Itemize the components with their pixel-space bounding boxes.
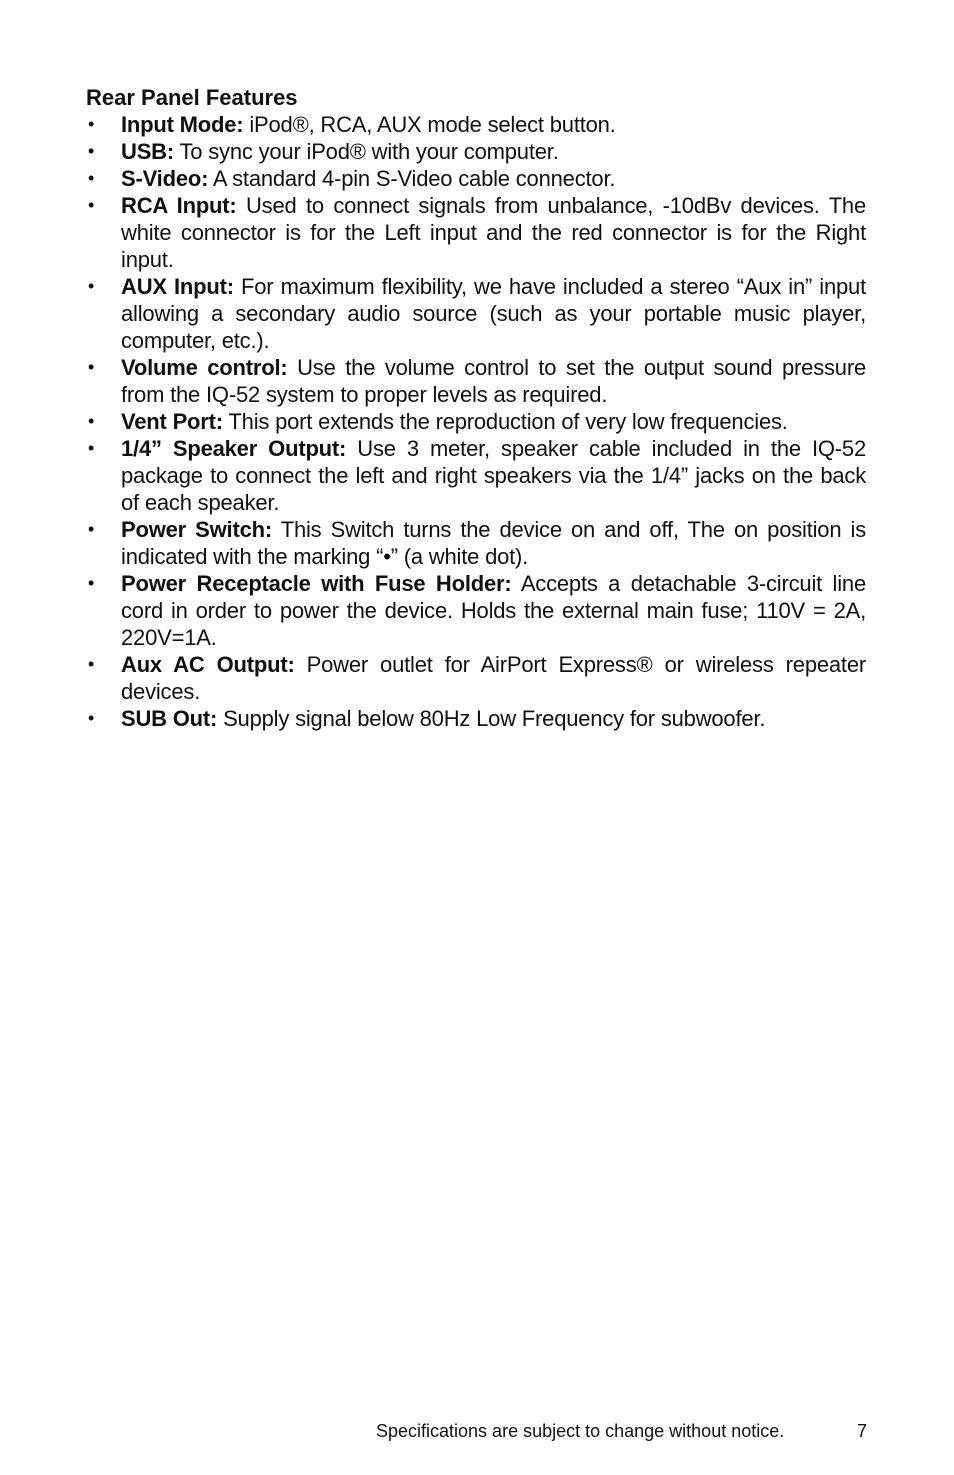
list-item [86,111,866,138]
feature-description: iPod®, RCA, AUX mode select button. [243,112,616,137]
feature-description: Accepts a detachable 3-circuit line cord in order to power the device. Holds the external main fuse; 110V = 2A, 220V=1A. [121,571,867,650]
feature-description: This Switch turns the device on and off, The on position is indicated with the marking “•” (a white dot). [121,517,866,569]
bullet-icon: • [88,168,95,188]
feature-term: AUX Input: [121,274,234,299]
bullet-icon: • [88,357,95,377]
feature-description: To sync your iPod® with your computer. [173,139,559,164]
list-item [86,138,866,165]
list-item [86,570,866,651]
feature-term: S-Video: [121,166,209,191]
feature-term: Input Mode: [121,112,244,137]
feature-term: Vent Port: [121,409,223,434]
feature-list [86,111,866,732]
bullet-icon: • [88,114,95,134]
list-item [86,273,866,354]
feature-term: Volume control: [121,355,288,380]
feature-description: Power outlet for AirPort Express® or wireless repeater devices. [121,652,866,704]
feature-term: 1/4” Speaker Output: [121,436,347,461]
bullet-icon: • [88,276,95,296]
feature-term: Power Switch: [121,517,272,542]
feature-description: This port extends the reproduction of very low frequencies. [222,409,788,434]
list-item [86,516,866,570]
feature-term: SUB Out: [121,706,218,731]
feature-description: A standard 4-pin S-Video cable connector. [208,166,616,191]
page-content [86,84,866,732]
feature-description: Used to connect signals from unbalance, -10dBv devices. The white connector is for the Left input and the red connector is for the Right input. [121,193,866,272]
bullet-icon: • [88,708,95,728]
feature-description: Use the volume control to set the output sound pressure from the IQ-52 system to proper levels as required. [121,355,866,407]
feature-term: Power Receptacle with Fuse Holder: [121,571,512,596]
list-item [86,435,866,516]
bullet-icon: • [88,519,95,539]
feature-term: Aux AC Output: [121,652,295,677]
bullet-icon: • [88,573,95,593]
bullet-icon: • [88,141,95,161]
section-title: Rear Panel Features [86,85,298,110]
list-item [86,705,866,732]
bullet-icon: • [88,411,95,431]
bullet-icon: • [88,195,95,215]
list-item [86,651,866,705]
bullet-icon: • [88,438,95,458]
list-item [86,165,866,192]
list-item [86,354,866,408]
feature-term: RCA Input: [121,193,237,218]
bullet-icon: • [88,654,95,674]
footer-note: Specifications are subject to change without notice. [376,1421,785,1441]
feature-description: For maximum flexibility, we have included a stereo “Aux in” input allowing a secondary audio source (such as your portable music player, computer, etc.). [121,274,866,353]
list-item [86,408,866,435]
feature-description: Use 3 meter, speaker cable included in the IQ-52 package to connect the left and right speakers via the 1/4” jacks on the back of each speaker. [121,436,866,515]
page-number: 7 [857,1421,868,1441]
list-item [86,192,866,273]
feature-description: Supply signal below 80Hz Low Frequency for subwoofer. [217,706,766,731]
feature-term: USB: [121,139,174,164]
